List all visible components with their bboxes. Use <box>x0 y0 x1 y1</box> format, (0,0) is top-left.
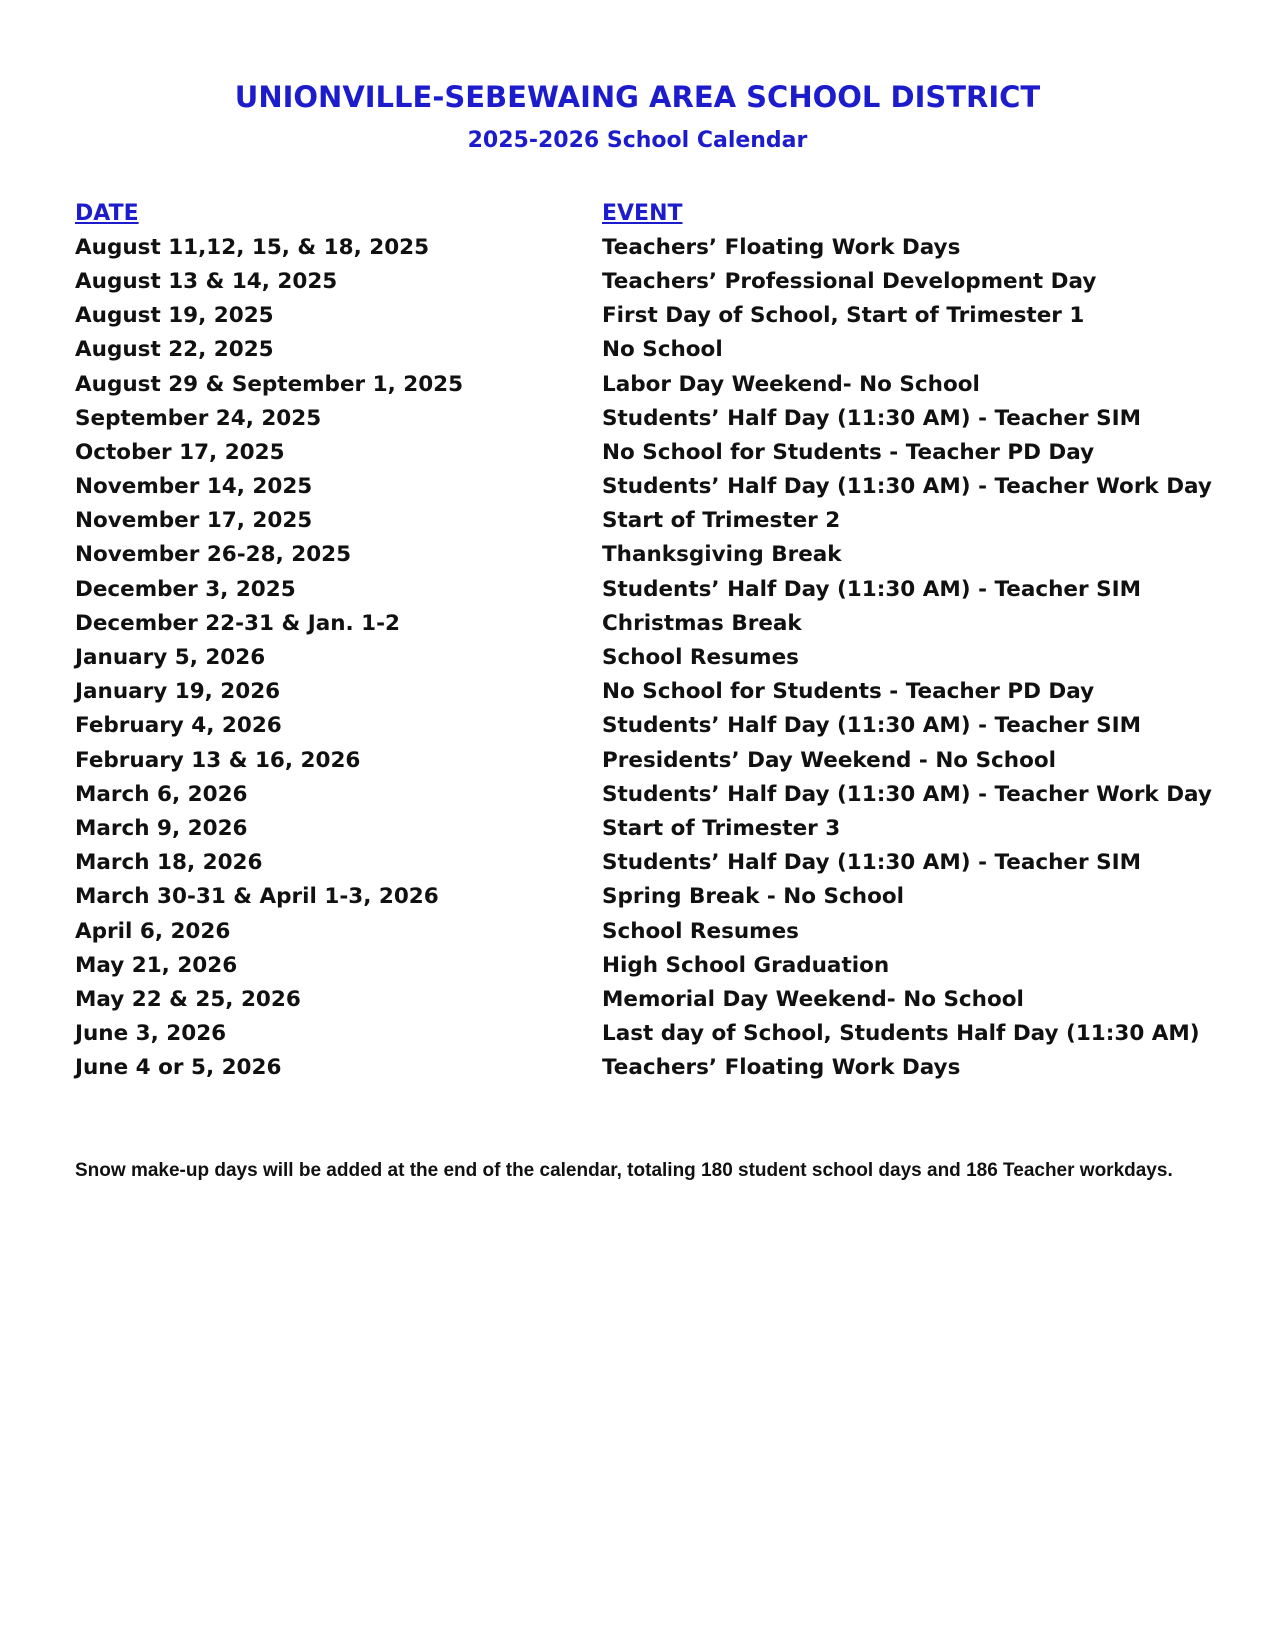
table-row <box>75 401 1205 435</box>
date-cell: May 22 & 25, 2026 <box>75 986 301 1012</box>
table-row <box>75 811 1205 845</box>
date-cell: September 24, 2025 <box>75 405 322 431</box>
table-row <box>75 846 1205 880</box>
event-cell: Students’ Half Day (11:30 AM) - Teacher Work Day <box>602 474 1212 500</box>
table-row <box>75 743 1205 777</box>
date-cell: August 19, 2025 <box>75 303 274 329</box>
event-cell: Presidents’ Day Weekend - No School <box>602 747 1057 773</box>
date-cell: August 29 & September 1, 2025 <box>75 371 464 397</box>
table-row <box>75 1051 1205 1085</box>
date-cell: June 3, 2026 <box>75 1021 227 1047</box>
table-row <box>75 982 1205 1016</box>
date-cell: May 21, 2026 <box>75 952 238 978</box>
event-cell: Students’ Half Day (11:30 AM) - Teacher SIM <box>602 850 1141 876</box>
table-row <box>75 640 1205 674</box>
table-row <box>75 1017 1205 1051</box>
date-cell: August 22, 2025 <box>75 337 274 363</box>
table-row <box>75 572 1205 606</box>
snow-makeup-note: Snow make-up days will be added at the end of the calendar, totaling 180 student school days and 186 Teacher workdays. <box>75 1160 1173 1181</box>
date-cell: October 17, 2025 <box>75 439 285 465</box>
table-row <box>75 264 1205 298</box>
date-cell: December 22-31 & Jan. 1-2 <box>75 610 401 636</box>
event-cell: Students’ Half Day (11:30 AM) - Teacher Work Day <box>602 781 1212 807</box>
table-row <box>75 709 1205 743</box>
table-row <box>75 948 1205 982</box>
date-cell: March 18, 2026 <box>75 850 263 876</box>
table-row <box>75 299 1205 333</box>
event-cell: School Resumes <box>602 645 799 671</box>
event-cell: Start of Trimester 2 <box>602 508 841 534</box>
date-cell: November 17, 2025 <box>75 508 313 534</box>
date-cell: November 26-28, 2025 <box>75 542 352 568</box>
event-cell: Teachers’ Floating Work Days <box>602 1055 961 1081</box>
table-row <box>75 675 1205 709</box>
table-row <box>75 606 1205 640</box>
date-column-header: DATE <box>75 200 139 226</box>
table-body <box>75 230 1212 1085</box>
event-cell: School Resumes <box>602 918 799 944</box>
event-cell: Teachers’ Professional Development Day <box>602 268 1097 294</box>
event-cell: No School <box>602 337 723 363</box>
event-cell: Students’ Half Day (11:30 AM) - Teacher SIM <box>602 576 1141 602</box>
table-row <box>75 880 1205 914</box>
event-cell: Teachers’ Floating Work Days <box>602 234 961 260</box>
date-cell: June 4 or 5, 2026 <box>75 1055 282 1081</box>
table-row <box>75 914 1205 948</box>
event-cell: First Day of School, Start of Trimester 1 <box>602 303 1085 329</box>
date-cell: February 13 & 16, 2026 <box>75 747 361 773</box>
date-cell: March 9, 2026 <box>75 815 248 841</box>
event-cell: Start of Trimester 3 <box>602 815 841 841</box>
event-cell: High School Graduation <box>602 952 890 978</box>
table-row <box>75 470 1212 504</box>
event-cell: Spring Break - No School <box>602 884 904 910</box>
table-header-row <box>75 196 1205 230</box>
date-cell: January 19, 2026 <box>75 679 281 705</box>
date-cell: August 11,12, 15, & 18, 2025 <box>75 234 430 260</box>
event-cell: No School for Students - Teacher PD Day <box>602 439 1095 465</box>
event-column-header: EVENT <box>602 200 683 226</box>
table-row <box>75 333 1205 367</box>
event-cell: Last day of School, Students Half Day (11:30 AM) <box>602 1021 1200 1047</box>
calendar-subtitle: 2025-2026 School Calendar <box>467 128 808 153</box>
date-cell: February 4, 2026 <box>75 713 282 739</box>
table-row <box>75 230 1205 264</box>
table-row <box>75 777 1212 811</box>
date-cell: April 6, 2026 <box>75 918 231 944</box>
calendar-table <box>75 196 1212 1085</box>
event-cell: No School for Students - Teacher PD Day <box>602 679 1095 705</box>
date-cell: December 3, 2025 <box>75 576 296 602</box>
date-cell: August 13 & 14, 2025 <box>75 268 338 294</box>
date-cell: November 14, 2025 <box>75 474 313 500</box>
table-row <box>75 367 1205 401</box>
table-row <box>75 504 1205 538</box>
event-cell: Memorial Day Weekend- No School <box>602 986 1024 1012</box>
event-cell: Students’ Half Day (11:30 AM) - Teacher SIM <box>602 713 1141 739</box>
district-title: UNIONVILLE-SEBEWAING AREA SCHOOL DISTRICT <box>234 80 1041 114</box>
date-cell: March 30-31 & April 1-3, 2026 <box>75 884 439 910</box>
event-cell: Labor Day Weekend- No School <box>602 371 980 397</box>
table-row <box>75 538 1205 572</box>
event-cell: Students’ Half Day (11:30 AM) - Teacher SIM <box>602 405 1141 431</box>
date-cell: January 5, 2026 <box>75 645 266 671</box>
table-row <box>75 435 1205 469</box>
event-cell: Thanksgiving Break <box>602 542 842 568</box>
event-cell: Christmas Break <box>602 610 802 636</box>
date-cell: March 6, 2026 <box>75 781 248 807</box>
